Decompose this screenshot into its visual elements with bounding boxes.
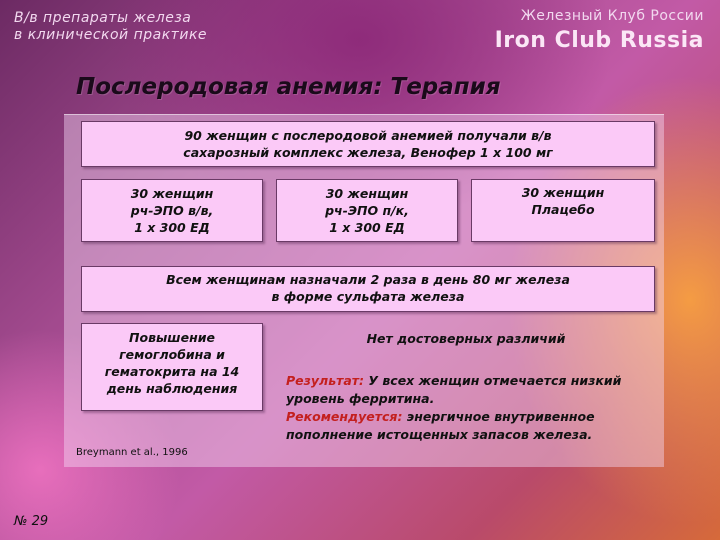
result-body: У всех женщин отмечается низкий уровень ферритина. xyxy=(286,373,622,406)
slide-title: Послеродовая анемия: Терапия xyxy=(76,74,501,100)
outcome-line-4: день наблюдения xyxy=(106,381,238,396)
group-sc-line-2: рч-ЭПО п/к, xyxy=(325,203,409,218)
result-text xyxy=(286,372,666,444)
header-line-1: В/в препараты железа xyxy=(14,10,192,26)
recommendation-label: Рекомендуется: xyxy=(286,409,403,424)
outcome-line-2: гемоглобина и xyxy=(119,347,225,362)
group-iv-line-3: 1 х 300 ЕД xyxy=(134,220,210,235)
slide-number: № 29 xyxy=(14,514,49,529)
club-logo xyxy=(495,8,704,53)
no-difference-text: Нет достоверных различий xyxy=(366,331,566,346)
group-box-iv xyxy=(81,179,263,242)
club-name-en: Iron Club Russia xyxy=(494,28,704,53)
header-line-2: в клинической практике xyxy=(14,27,208,43)
result-label: Результат: xyxy=(286,373,365,388)
iron-line-1: Всем женщинам назначали 2 раза в день 80 мг железа xyxy=(166,272,570,287)
group-placebo-line-2: Плацебо xyxy=(531,202,595,217)
group-iv-line-2: рч-ЭПО в/в, xyxy=(130,203,214,218)
outcome-line-1: Повышение xyxy=(129,330,215,345)
club-name-ru: Железный Клуб России xyxy=(520,8,704,24)
group-sc-line-1: 30 женщин xyxy=(325,186,409,201)
study-description-box xyxy=(81,121,655,167)
group-box-sc xyxy=(276,179,458,242)
recommendation-body: энергичное внутривенное пополнение истощенных запасов железа. xyxy=(286,409,595,442)
outcome-box xyxy=(81,323,263,411)
citation: Breymann et al., 1996 xyxy=(76,447,188,458)
header-subtitle xyxy=(14,10,207,44)
study-line-1: 90 женщин с послеродовой анемией получали в/в xyxy=(184,128,552,143)
study-line-2: сахарозный комплекс железа, Венофер 1 х 100 мг xyxy=(183,145,553,160)
iron-line-2: в форме сульфата железа xyxy=(271,289,465,304)
group-placebo-line-1: 30 женщин xyxy=(521,185,605,200)
group-sc-line-3: 1 х 300 ЕД xyxy=(329,220,405,235)
group-iv-line-1: 30 женщин xyxy=(130,186,214,201)
group-box-placebo xyxy=(471,179,655,242)
outcome-line-3: гематокрита на 14 xyxy=(104,364,240,379)
iron-supplement-box xyxy=(81,266,655,312)
